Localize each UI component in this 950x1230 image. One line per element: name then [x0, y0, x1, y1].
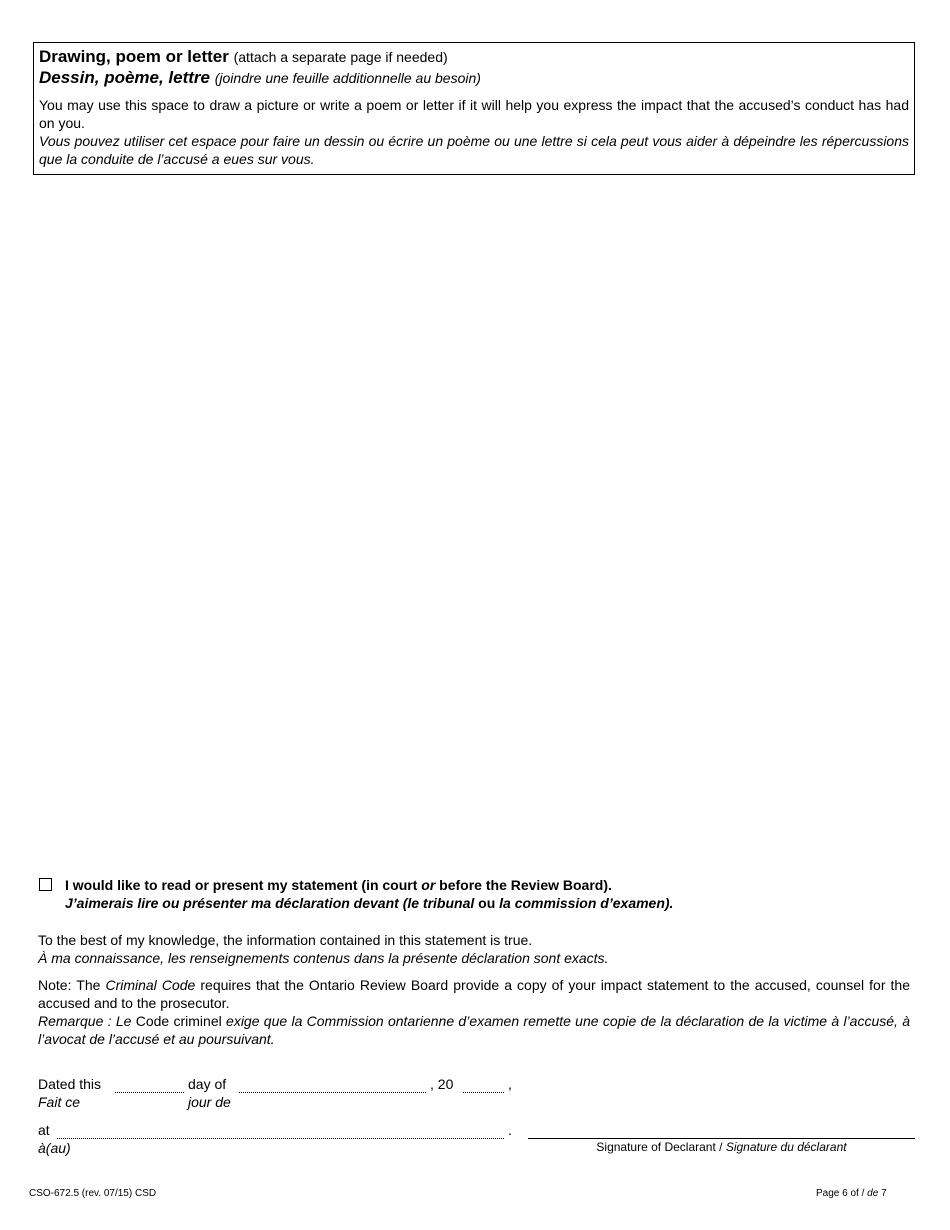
day-input[interactable]	[115, 1092, 184, 1093]
present-statement-label-en	[65, 876, 673, 894]
present-statement-label-fr	[65, 894, 673, 912]
note-fr-part2: exige que la Commission ontarienne d’examen remette une copie de la déclaration de la victime à l’accusé, à l’avocat de l’accusé et au poursuivant.	[38, 1013, 911, 1047]
present-en-part2: before the Review Board).	[435, 877, 612, 893]
page-number-fr: de	[867, 1188, 879, 1199]
month-input[interactable]	[239, 1092, 426, 1093]
location-input[interactable]	[57, 1138, 504, 1139]
dated-this-label: Dated this	[38, 1076, 102, 1092]
declaration-text	[38, 931, 910, 967]
note-fr	[38, 1012, 910, 1048]
page-number-en: Page 6 of /	[816, 1188, 865, 1199]
signature-line[interactable]	[528, 1138, 915, 1139]
form-id: CSO-672.5 (rev. 07/15) CSD	[29, 1188, 157, 1199]
drawing-section-header	[33, 42, 915, 175]
present-statement-checkbox[interactable]	[39, 878, 52, 891]
dated-comma: ,	[508, 1076, 512, 1092]
year-input[interactable]	[463, 1092, 504, 1093]
drawing-area[interactable]	[33, 180, 915, 860]
signature-label-fr: Signature du déclarant	[725, 1140, 847, 1154]
a-au-label: à(au)	[38, 1140, 71, 1156]
section-title-en	[39, 47, 909, 67]
year-prefix-label: , 20	[430, 1076, 454, 1092]
declaration-en: To the best of my knowledge, the information contained in this statement is true.	[38, 932, 533, 948]
page-number	[816, 1188, 887, 1200]
section-title-fr-note: (joindre une feuille additionnelle au besoin)	[214, 70, 481, 86]
signature-label	[528, 1140, 915, 1155]
section-title-fr	[39, 67, 909, 89]
signature-label-en: Signature of Declarant /	[596, 1140, 723, 1154]
at-label: at	[38, 1122, 50, 1138]
note-en-part1: Note: The	[38, 977, 106, 993]
jour-de-label: jour de	[188, 1094, 231, 1110]
section-title-en-note: (attach a separate page if needed)	[233, 49, 448, 65]
section-title-fr-text: Dessin, poème, lettre	[39, 68, 211, 87]
section-intro-en: You may use this space to draw a picture or write a poem or letter if it will help you express the impact that the accused’s conduct has had on you.	[39, 97, 909, 131]
present-en-part1: I would like to read or present my statement (in court	[65, 877, 422, 893]
present-statement-label	[65, 876, 673, 912]
present-en-or: or	[421, 877, 436, 893]
note-en-part2: requires that the Ontario Review Board provide a copy of your impact statement to the accused, counsel for the accused and to the prosecutor.	[38, 977, 910, 1011]
declaration-fr: À ma connaissance, les renseignements contenus dans la présente déclaration sont exacts.	[38, 950, 609, 966]
section-intro-fr: Vous pouvez utiliser cet espace pour faire un dessin ou écrire un poème ou une lettre si cela peut vous aider à dépeindre les répercussions que la conduite de l’accusé a eues sur vous.	[39, 133, 909, 167]
section-title-en-text: Drawing, poem or letter	[39, 47, 229, 66]
note-en-code: Criminal Code	[105, 977, 196, 993]
note-text	[38, 976, 910, 1048]
present-fr-part2: la commission d’examen).	[499, 895, 674, 911]
note-fr-code: Code criminel	[135, 1013, 222, 1029]
present-fr-ou: ou	[474, 895, 500, 911]
present-fr-part1: J’aimerais lire ou présenter ma déclaration devant (le tribunal	[65, 895, 475, 911]
note-en	[38, 976, 910, 1012]
location-period: .	[508, 1122, 512, 1138]
page-number-total: 7	[881, 1188, 887, 1199]
note-fr-part1: Remarque : Le	[38, 1013, 136, 1029]
fait-ce-label: Fait ce	[38, 1094, 81, 1110]
day-of-label: day of	[188, 1076, 227, 1092]
